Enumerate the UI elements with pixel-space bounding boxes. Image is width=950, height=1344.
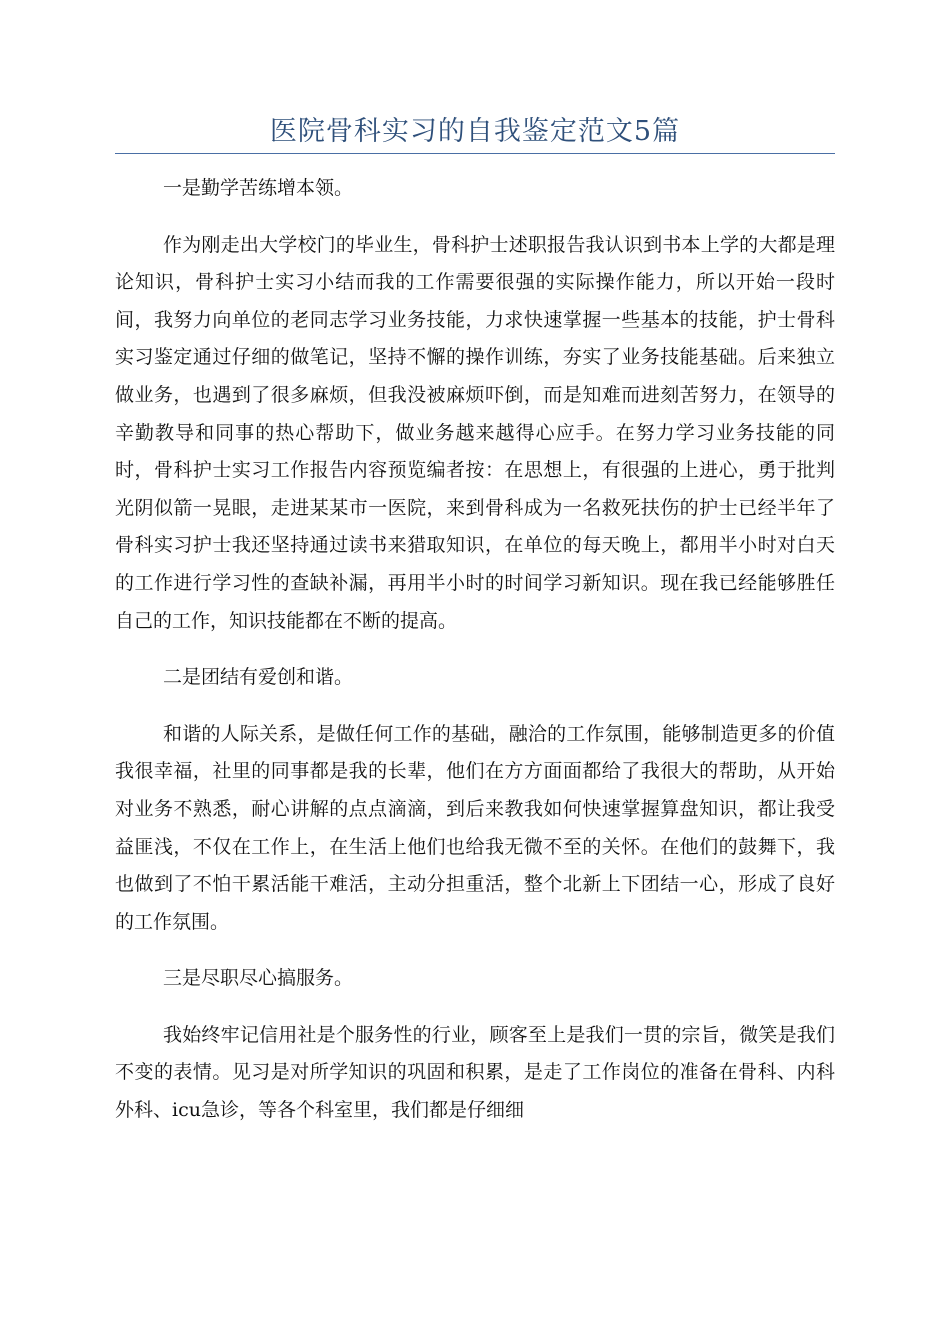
paragraph-1: 作为刚走出大学校门的毕业生，骨科护士述职报告我认识到书本上学的大都是理论知识，骨科护士实习小结而我的工作需要很强的实际操作能力，所以开始一段时间，我努力向单位的老同志学习业务技能，力求快速掌握一些基本的技能，护士骨科实习鉴定通过仔细的做笔记，坚持不懈的操作训练，夯实了业务技能基础。后来独立做业务，也遇到了很多麻烦，但我没被麻烦吓倒，而是知难而进刻苦努力，在领导的辛勤教导和同事的热心帮助下，做业务越来越得心应手。在努力学习业务技能的同时，骨科护士实习工作报告内容预览编者按：在思想上，有很强的上进心，勇于批判光阴似箭一晃眼，走进某某市一医院，来到骨科成为一名救死扶伤的护士已经半年了骨科实习护士我还坚持通过读书来猎取知识，在单位的每天晚上，都用半小时对白天的工作进行学习性的查缺补漏，再用半小时的时间学习新知识。现在我已经能够胜任自己的工作，知识技能都在不断的提高。 <box>115 233 835 632</box>
section-heading-2: 二是团结有爱创和谐。 <box>163 666 354 689</box>
title-underline <box>115 153 835 154</box>
document-title: 医院骨科实习的自我鉴定范文5篇 <box>269 116 681 147</box>
paragraph-3: 我始终牢记信用社是个服务性的行业，顾客至上是我们一贯的宗旨，微笑是我们不变的表情。见习是对所学知识的巩固和积累，是走了工作岗位的准备在骨科、内科外科、icu急诊，等各个科室里，我们都是仔细细 <box>115 1023 835 1122</box>
paragraph-2: 和谐的人际关系，是做任何工作的基础，融洽的工作氛围，能够制造更多的价值我很幸福，社里的同事都是我的长辈，他们在方方面面都给了我很大的帮助，从开始对业务不熟悉，耐心讲解的点点滴滴，到后来教我如何快速掌握算盘知识，都让我受益匪浅，不仅在工作上，在生活上他们也给我无微不至的关怀。在他们的鼓舞下，我也做到了不怕干累活能干难活，主动分担重活，整个北新上下团结一心，形成了良好的工作氛围。 <box>115 722 835 933</box>
section-heading-1: 一是勤学苦练增本领。 <box>163 177 354 199</box>
document-body <box>115 170 835 1149</box>
section-heading-3: 三是尽职尽心搞服务。 <box>163 967 354 990</box>
